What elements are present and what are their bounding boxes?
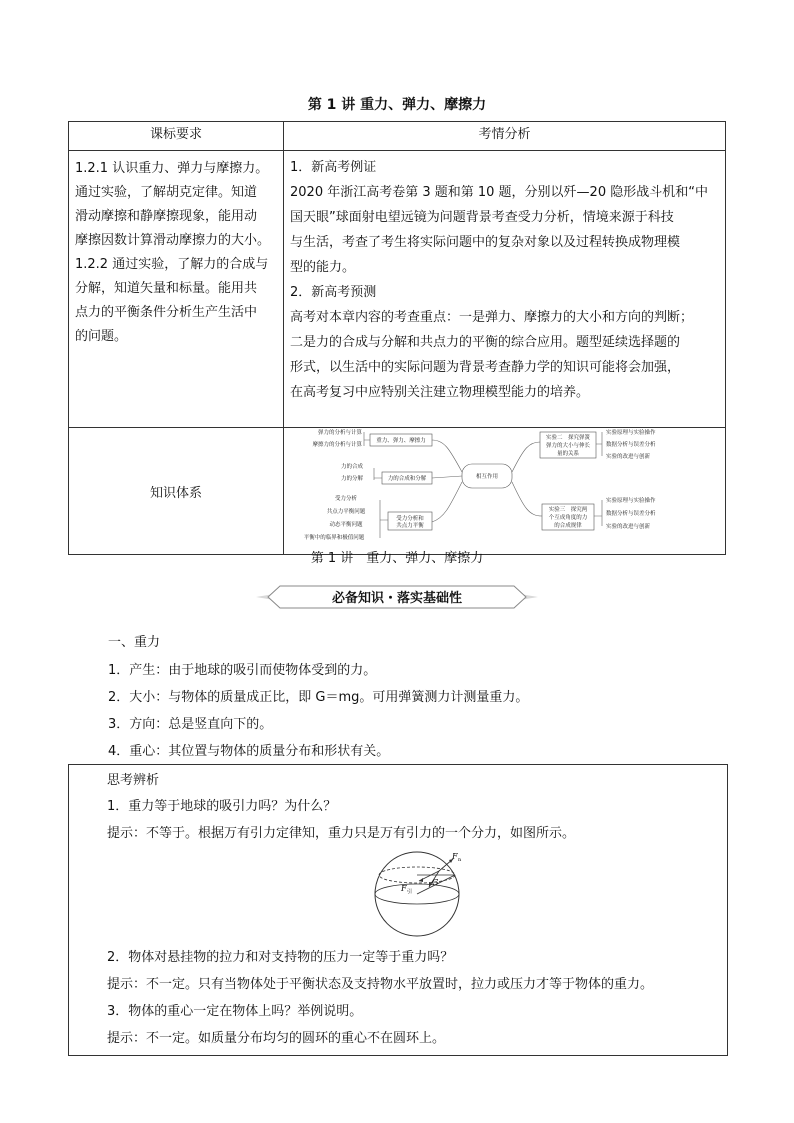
mindmap-leaf: 摩擦力的分析与计算 xyxy=(312,442,362,448)
analysis-line: 1．新高考例证 xyxy=(290,160,377,175)
mindmap-node-label: 个互成角度的力 xyxy=(548,515,588,521)
earth-gravity-figure xyxy=(369,847,467,937)
gravity-item: 3．方向：总是竖直向下的。 xyxy=(108,717,273,732)
force-label-fy: F xyxy=(401,884,407,893)
question-2: 2．物体对悬挂物的拉力和对支持物的压力一定等于重力吗？ xyxy=(107,950,454,965)
mindmap-leaf: 数据分析与误差分析 xyxy=(606,511,656,517)
force-label-fy-sub: 引 xyxy=(407,889,413,895)
mindmap-leaf: 受力分析 xyxy=(334,496,358,502)
mindmap-node-label: 力的合成和分解 xyxy=(387,476,427,482)
mindmap-leaf: 平衡中的临界和极值问题 xyxy=(303,535,365,541)
col-header-requirements: 课标要求 xyxy=(69,122,284,151)
knowledge-mindmap xyxy=(284,428,724,550)
mindmap-link xyxy=(364,432,370,446)
mindmap-leaf: 实验原理与实验操作 xyxy=(606,498,656,504)
analysis-line: 2．新高考预测 xyxy=(290,285,377,300)
answer-2: 提示：不一定。只有当物体处于平衡状态及支持物水平放置时，拉力或压力才等于物体的重力。 xyxy=(107,977,654,992)
mindmap-link xyxy=(512,442,540,472)
overview-table xyxy=(68,121,726,555)
analysis-line: 在高考复习中应特别关注建立物理模型能力的培养。 xyxy=(290,385,590,400)
mindmap-node-label: 弹力的大小与伸长 xyxy=(545,443,591,449)
mindmap-node-label: 实验二 探究弹簧 xyxy=(545,435,591,441)
mindmap-link xyxy=(432,476,462,478)
mindmap-leaf: 共点力平衡问题 xyxy=(326,509,366,515)
knowledge-mindmap-cell xyxy=(284,428,726,555)
requirement-line: 1.2.2 通过实验，了解力的合成与 xyxy=(75,257,269,272)
analysis-line: 与生活，考查了考生将实际问题中的复杂对象以及过程转换成物理模 xyxy=(290,235,681,250)
requirement-line: 的问题。 xyxy=(75,329,128,344)
mindmap-link xyxy=(512,482,542,516)
analysis-line: 高考对本章内容的考查重点：一是弹力、摩擦力的大小和方向的判断； xyxy=(290,310,694,325)
answer-3: 提示：不一定。如质量分布均匀的圆环的重心不在圆环上。 xyxy=(107,1031,446,1046)
mindmap-leaf: 动态平衡问题 xyxy=(329,522,363,528)
mindmap-center-label: 相互作用 xyxy=(475,474,499,480)
col-header-analysis: 考情分析 xyxy=(284,122,726,151)
mindmap-leaf: 弹力的分析与计算 xyxy=(317,430,362,436)
section-subtitle: 第 1 讲 重力、弹力、摩擦力 xyxy=(310,551,484,566)
mindmap-leaf: 实验的改进与创新 xyxy=(606,454,651,460)
force-label-fn: F xyxy=(452,852,458,861)
mindmap-link xyxy=(596,432,602,456)
question-1: 1．重力等于地球的吸引力吗？为什么？ xyxy=(107,799,337,814)
page-title: 第 1 讲 重力、弹力、摩擦力 xyxy=(307,97,487,113)
gravity-item: 4．重心：其位置与物体的质量分布和形状有关。 xyxy=(108,744,390,759)
force-label-fn-sub: n xyxy=(458,857,462,863)
gravity-item: 1．产生：由于地球的吸引而使物体受到的力。 xyxy=(108,663,377,678)
mindmap-leaf: 数据分析与误差分析 xyxy=(606,442,656,448)
mindmap-link xyxy=(594,500,602,526)
mindmap-leaf: 实验的改进与创新 xyxy=(606,524,651,530)
knowledge-system-label: 知识体系 xyxy=(69,428,284,555)
section-heading-gravity: 一、重力 xyxy=(108,635,161,650)
think-box xyxy=(68,764,728,1056)
analysis-line: 型的能力。 xyxy=(290,260,356,275)
requirement-line: 通过实验，了解胡克定律。知道 xyxy=(75,185,258,200)
analysis-line: 国天眼”球面射电望远镜为问题背景考查受力分析，情境来源于科技 xyxy=(290,210,674,225)
think-heading: 思考辨析 xyxy=(107,773,160,788)
analysis-cell xyxy=(284,151,726,428)
answer-1: 提示：不等于。根据万有引力定律知，重力只是万有引力的一个分力，如图所示。 xyxy=(107,826,576,841)
requirement-line: 摩擦因数计算滑动摩擦力的大小。 xyxy=(75,233,271,248)
requirements-cell xyxy=(69,151,284,428)
mindmap-link xyxy=(380,500,388,538)
mindmap-leaf: 力的分解 xyxy=(340,476,364,482)
section-banner-title: 必备知识・落实基础性 xyxy=(331,591,462,606)
mindmap-node-label: 共点力平衡 xyxy=(396,523,424,529)
gravity-item: 2．大小：与物体的质量成正比，即 G＝mg。可用弹簧测力计测量重力。 xyxy=(108,690,529,705)
mindmap-leaf: 实验原理与实验操作 xyxy=(606,430,656,436)
force-label-g: G xyxy=(432,878,439,887)
analysis-line: 二是力的合成与分解和共点力的平衡的综合应用。题型延续选择题的 xyxy=(290,335,681,350)
requirement-line: 点力的平衡条件分析生产生活中 xyxy=(75,305,258,320)
question-3: 3．物体的重心一定在物体上吗？举例说明。 xyxy=(107,1004,363,1019)
mindmap-link xyxy=(432,482,462,522)
mindmap-node-label: 的合成规律 xyxy=(554,523,582,529)
mindmap-node-label: 重力、弹力、摩擦力 xyxy=(376,438,426,444)
analysis-line: 2020 年浙江高考卷第 3 题和第 10 题，分别以歼—20 隐形战斗机和“中 xyxy=(290,185,708,200)
mindmap-link xyxy=(432,440,462,472)
requirement-line: 1.2.1 认识重力、弹力与摩擦力。 xyxy=(75,161,269,176)
analysis-line: 形式，以生活中的实际问题为背景考查静力学的知识可能将会加强， xyxy=(290,360,681,375)
requirement-line: 分解，知道矢量和标量。能用共 xyxy=(75,281,258,296)
mindmap-node-label: 受力分析和 xyxy=(396,516,424,522)
mindmap-node-label: 量的关系 xyxy=(556,451,580,457)
requirement-line: 滑动摩擦和静摩擦现象，能用动 xyxy=(75,209,258,224)
mindmap-leaf: 力的合成 xyxy=(340,464,364,470)
mindmap-link xyxy=(374,468,382,480)
mindmap-node-label: 实验三 探究两 xyxy=(548,507,588,513)
